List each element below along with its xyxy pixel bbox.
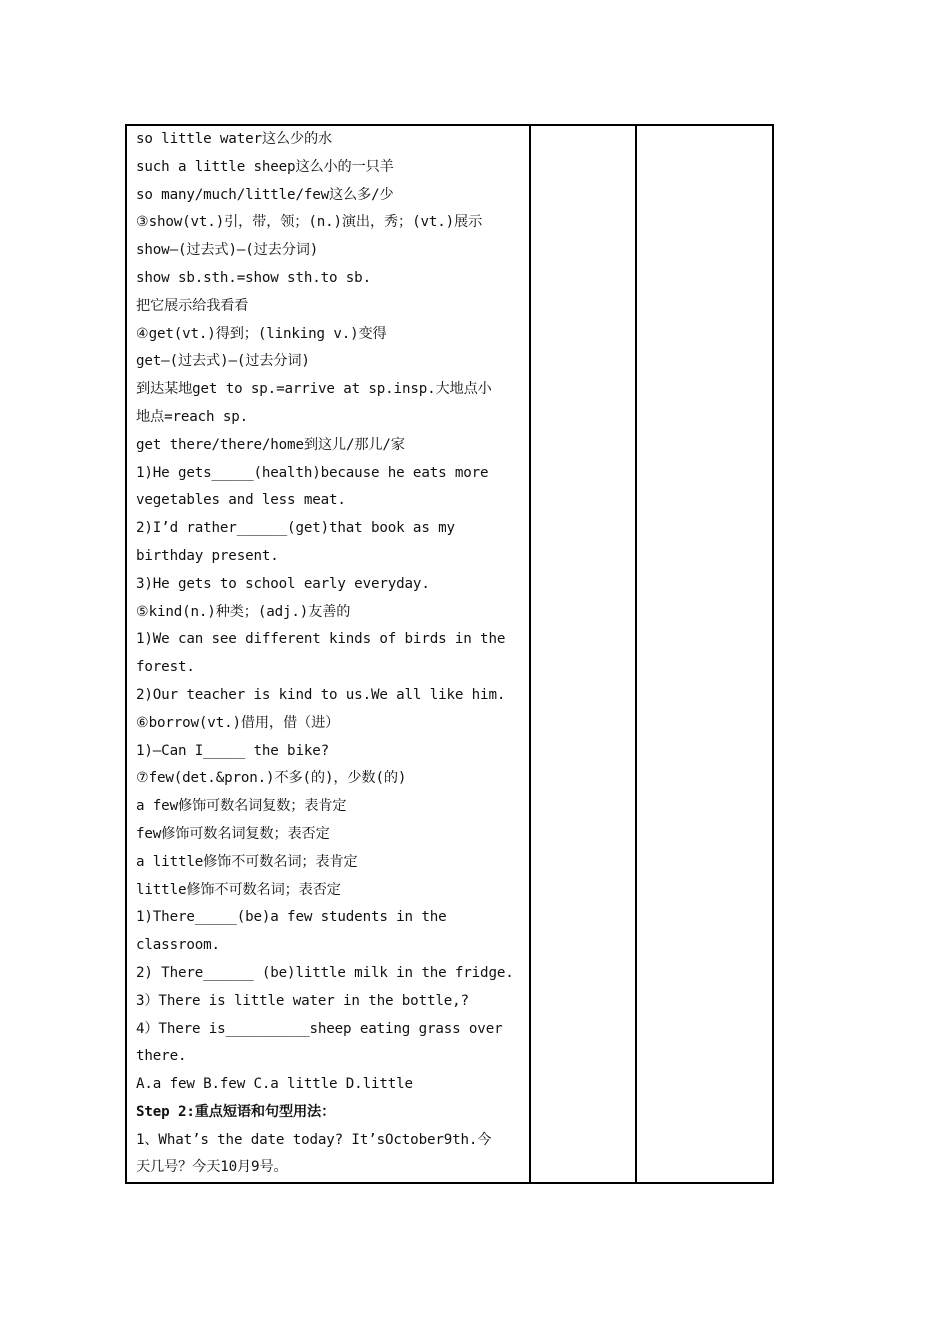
text-line: get—(过去式)—(过去分词) bbox=[136, 353, 310, 370]
text-line: 到达某地get to sp.=arrive at sp.insp.大地点小 bbox=[136, 381, 492, 398]
text-line: 1)He gets_____(health)because he eats more bbox=[136, 464, 489, 481]
text-line: ⑦few(det.&pron.)不多(的)，少数(的) bbox=[136, 770, 407, 787]
text-line: forest. bbox=[136, 659, 195, 676]
text-line: vegetables and less meat. bbox=[136, 492, 346, 509]
text-line: so little water这么少的水 bbox=[136, 131, 333, 147]
text-line: show sb.sth.=show sth.to sb. bbox=[136, 269, 371, 286]
text-line: get there/there/home到这儿/那儿/家 bbox=[136, 436, 405, 453]
text-line: ③show(vt.)引，带，领；(n.)演出，秀；(vt.)展示 bbox=[136, 214, 483, 231]
section-heading: Step 2:重点短语和句型用法： bbox=[136, 1103, 336, 1120]
text-line: 1)We can see different kinds of birds in the bbox=[136, 631, 506, 648]
text-line: 3）There is little water in the bottle,? bbox=[136, 992, 469, 1009]
text-line: A.a few B.few C.a little D.little bbox=[136, 1076, 413, 1093]
text-line: 2) There______ (be)little milk in the fridge. bbox=[136, 964, 514, 981]
text-line: a few修饰可数名词复数；表肯定 bbox=[136, 798, 347, 815]
text-line: classroom. bbox=[136, 937, 220, 954]
text-line: ⑤kind(n.)种类；(adj.)友善的 bbox=[136, 603, 351, 620]
text-line: 4）There is__________sheep eating grass over bbox=[136, 1020, 503, 1037]
text-line: so many/much/little/few这么多/少 bbox=[136, 186, 394, 203]
text-line: such a little sheep这么小的一只羊 bbox=[136, 158, 394, 175]
text-line: 1、What’s the date today? It’sOctober9th.今 bbox=[136, 1131, 492, 1148]
text-line: birthday present. bbox=[136, 547, 279, 564]
text-line: show—(过去式)—(过去分词) bbox=[136, 242, 319, 259]
text-line: 1)There_____(be)a few students in the bbox=[136, 909, 447, 926]
text-line: 2)I’d rather______(get)that book as my bbox=[136, 520, 455, 537]
empty-column-middle bbox=[531, 126, 637, 1182]
text-line: there. bbox=[136, 1048, 187, 1065]
text-line: 3)He gets to school early everyday. bbox=[136, 575, 430, 592]
text-line: 地点=reach sp. bbox=[136, 408, 248, 425]
text-line: few修饰可数名词复数；表否定 bbox=[136, 825, 330, 842]
text-line: ⑥borrow(vt.)借用，借（进） bbox=[136, 714, 340, 731]
text-line: ④get(vt.)得到；(linking v.)变得 bbox=[136, 325, 387, 342]
text-line: 把它展示给我看看 bbox=[136, 297, 249, 314]
empty-column-right bbox=[637, 126, 772, 1182]
text-line: little修饰不可数名词；表否定 bbox=[136, 881, 341, 898]
lesson-table bbox=[125, 124, 774, 1184]
text-line: 天几号？今天10月9号。 bbox=[136, 1159, 288, 1176]
text-line: 1)—Can I_____ the bike? bbox=[136, 742, 330, 759]
text-line: a little修饰不可数名词；表肯定 bbox=[136, 853, 358, 870]
notes-column bbox=[127, 126, 531, 1182]
text-line: 2)Our teacher is kind to us.We all like him. bbox=[136, 686, 506, 703]
